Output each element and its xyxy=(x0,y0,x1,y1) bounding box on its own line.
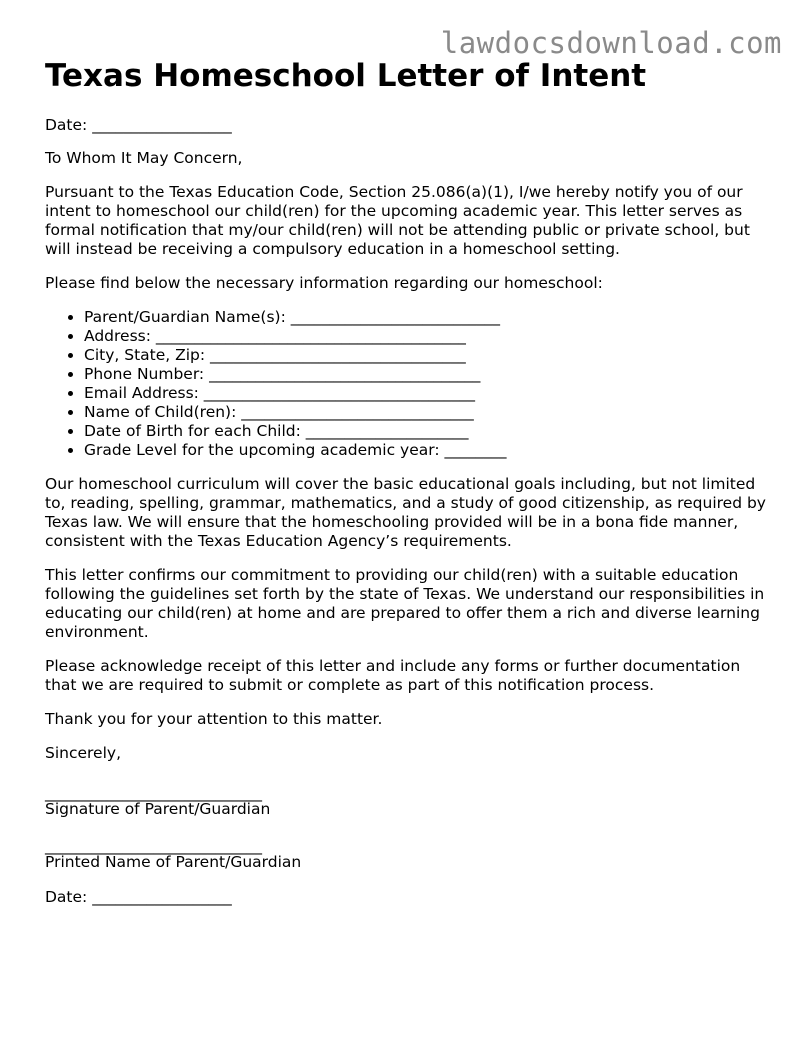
list-item-child-name: • Name of Child(ren): ______________________________ xyxy=(84,403,775,422)
signature-line: ____________________________ xyxy=(45,784,262,802)
homeschool-info-list xyxy=(45,308,775,460)
printed-name-line: ____________________________ xyxy=(45,837,262,855)
list-item-email: • Email Address: ___________________________________ xyxy=(84,384,775,403)
list-item-phone: • Phone Number: ___________________________________ xyxy=(84,365,775,384)
closing: Sincerely, xyxy=(45,744,122,762)
paragraph-thanks: Thank you for your attention to this matter. xyxy=(45,710,383,728)
list-item-grade-level: • Grade Level for the upcoming academic year: ________ xyxy=(84,441,775,460)
list-item-parent-name: • Parent/Guardian Name(s): ___________________________ xyxy=(84,308,775,327)
paragraph-curriculum: Our homeschool curriculum will cover the basic educational goals including, but not limited to, reading, spelling, grammar, mathematics, and a study of good citizenship, as required by Texas law. We will ensure that the homeschooling provided will be in a bona fide manner, consistent with the Texas Education Agency’s requirements. xyxy=(45,475,766,550)
paragraph-find-below: Please find below the necessary information regarding our homeschool: xyxy=(45,274,603,292)
paragraph-intro: Pursuant to the Texas Education Code, Section 25.086(a)(1), I/we hereby notify you of our intent to homeschool our child(ren) for the upcoming academic year. This letter serves as formal notification that my/our child(ren) will not be attending public or private school, but will instead be receiving a compulsory education in a homeschool setting. xyxy=(45,183,750,258)
paragraph-acknowledge: Please acknowledge receipt of this letter and include any forms or further documentation that we are required to submit or complete as part of this notification process. xyxy=(45,657,741,694)
signature-caption: Signature of Parent/Guardian xyxy=(45,800,271,818)
watermark-text: lawdocsdownload.com xyxy=(440,26,782,60)
list-item-birth-date: • Date of Birth for each Child: _____________________ xyxy=(84,422,775,441)
salutation: To Whom It May Concern, xyxy=(45,149,243,167)
letter-document xyxy=(45,58,775,907)
date-field-top: Date: __________________ xyxy=(45,116,232,134)
list-item-address: • Address: ________________________________________ xyxy=(84,327,775,346)
document-title: Texas Homeschool Letter of Intent xyxy=(45,58,647,94)
paragraph-commitment: This letter confirms our commitment to providing our child(ren) with a suitable education following the guidelines set forth by the state of Texas. We understand our responsibilities in educating our child(ren) at home and are prepared to offer them a rich and diverse learning environment. xyxy=(45,566,765,641)
list-item-city-state-zip: • City, State, Zip: _________________________________ xyxy=(84,346,775,365)
printed-name-caption: Printed Name of Parent/Guardian xyxy=(45,853,302,871)
date-field-bottom: Date: __________________ xyxy=(45,888,232,906)
